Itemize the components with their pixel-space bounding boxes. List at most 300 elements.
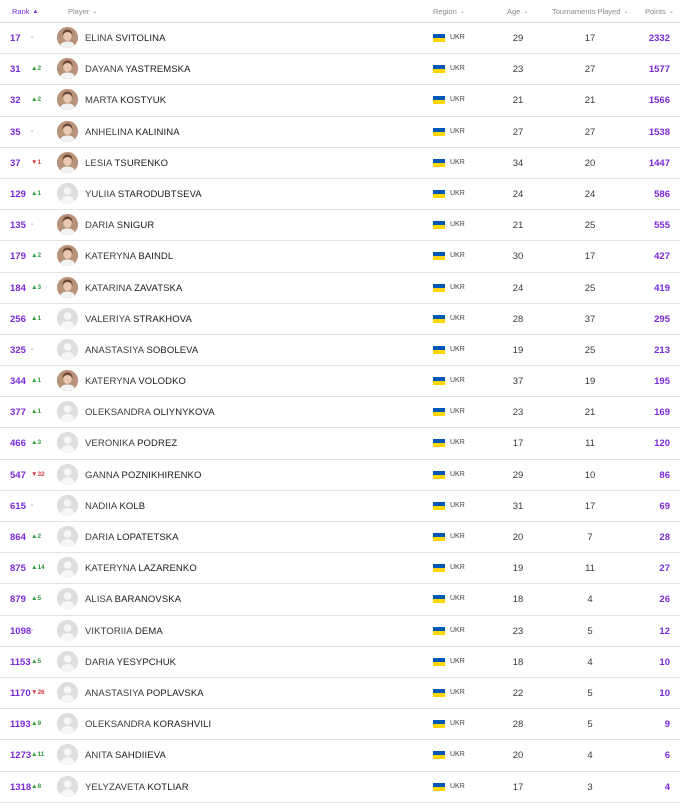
age-value: 20 — [512, 750, 524, 762]
player-photo — [57, 27, 78, 48]
region-code: UKR — [450, 564, 465, 572]
player-first-name: OLEKSANDRA — [85, 407, 151, 419]
flag-ukraine-icon — [433, 128, 445, 136]
points-value: 4 — [664, 781, 670, 793]
rank-value: 256 — [10, 313, 26, 325]
rank-value: 344 — [10, 376, 26, 388]
player-last-name: LAZARENKO — [138, 563, 197, 575]
table-row[interactable] — [0, 273, 680, 304]
rank-value: 864 — [10, 532, 26, 543]
rank-value: 1318 — [10, 781, 32, 793]
tournaments-played-value: 7 — [587, 532, 593, 543]
player-first-name: YELYZAVETA — [85, 781, 145, 793]
age-value: 23 — [512, 407, 524, 419]
table-header — [0, 0, 680, 23]
region-code: UKR — [450, 127, 465, 135]
player-name[interactable] — [85, 563, 197, 574]
table-row[interactable] — [0, 522, 680, 553]
rank-movement — [31, 128, 33, 135]
points-value: 213 — [654, 344, 670, 356]
player-last-name: SOBOLEVA — [146, 344, 199, 356]
player-last-name: KORASHVILI — [153, 719, 212, 731]
player-first-name: ELINA — [85, 33, 113, 44]
table-row[interactable] — [0, 460, 680, 491]
age-value: 20 — [512, 532, 524, 543]
region-code: UKR — [450, 470, 465, 478]
player-first-name: MARTA — [85, 95, 118, 107]
table-row[interactable] — [0, 709, 680, 740]
age-value: 28 — [512, 313, 524, 325]
rank-movement-value: 9 — [37, 720, 42, 728]
tournaments-played-value: 4 — [587, 594, 593, 606]
tournaments-played-value: 11 — [585, 438, 595, 450]
player-name[interactable] — [85, 95, 166, 106]
rank-movement-value: 11 — [37, 751, 45, 759]
player-name[interactable] — [85, 438, 177, 449]
table-row[interactable] — [0, 647, 680, 678]
player-first-name: KATERYNA — [85, 251, 136, 263]
points-value: 6 — [664, 750, 670, 762]
region-code: UKR — [450, 720, 465, 728]
tournaments-played-value: 21 — [584, 95, 596, 107]
rank-value: 615 — [10, 500, 26, 512]
chevron-down-icon: ⌄ — [623, 9, 629, 15]
table-row[interactable] — [0, 241, 680, 272]
player-last-name: OLIYNYKOVA — [153, 407, 215, 419]
rank-movement-value: 3 — [37, 439, 42, 447]
age-value: 19 — [512, 344, 524, 356]
player-last-name: DEMA — [134, 625, 163, 637]
rank-movement — [31, 252, 41, 259]
flag-ukraine-icon — [433, 65, 445, 73]
flag-ukraine-icon — [433, 408, 445, 416]
rank-movement — [31, 751, 44, 758]
rank-movement — [31, 159, 41, 166]
rank-value: 32 — [10, 95, 21, 107]
table-row[interactable] — [0, 553, 680, 584]
rank-movement-value: 2 — [37, 96, 42, 104]
age-value: 31 — [512, 500, 524, 512]
rank-value: 547 — [10, 469, 26, 481]
player-first-name: LESIA — [85, 157, 112, 169]
player-last-name: POZNIKHIRENKO — [121, 469, 202, 481]
table-row[interactable] — [0, 584, 680, 615]
rank-movement — [31, 502, 33, 509]
avatar-placeholder-icon — [57, 308, 78, 329]
player-photo — [57, 277, 78, 298]
rank-value: 1193 — [10, 719, 31, 731]
player-header-label: Player — [68, 7, 90, 16]
player-name[interactable] — [85, 345, 198, 356]
rank-value: 37 — [10, 157, 21, 169]
player-photo — [57, 152, 78, 173]
rank-movement — [31, 377, 41, 384]
region-code: UKR — [450, 377, 465, 385]
points-value: 195 — [654, 376, 670, 388]
chevron-down-icon: ⌄ — [459, 9, 465, 15]
rank-movement-value: 2 — [37, 65, 42, 73]
player-last-name: VOLODKO — [138, 376, 187, 388]
rank-movement — [31, 284, 41, 291]
points-value: 86 — [659, 469, 670, 481]
avatar-placeholder-icon — [57, 401, 78, 422]
points-value: 427 — [654, 251, 670, 263]
player-name[interactable] — [85, 407, 215, 418]
region-code: UKR — [450, 501, 465, 509]
arrow-up-icon: ▲ — [31, 751, 38, 759]
rank-movement — [31, 190, 41, 197]
flag-ukraine-icon — [433, 751, 445, 759]
points-value: 26 — [659, 594, 670, 606]
age-value: 17 — [512, 438, 524, 450]
player-name[interactable] — [85, 470, 201, 481]
region-code: UKR — [450, 439, 465, 447]
points-value: 419 — [654, 282, 670, 294]
player-name[interactable] — [85, 626, 163, 637]
avatar-placeholder-icon — [57, 588, 78, 609]
region-header-label: Region — [433, 7, 457, 16]
rank-movement — [31, 34, 33, 41]
region-code: UKR — [450, 626, 465, 634]
player-last-name: PODREZ — [137, 438, 178, 450]
flag-ukraine-icon — [433, 284, 445, 292]
rank-movement — [31, 564, 45, 571]
points-value: 12 — [659, 625, 670, 637]
player-last-name: SVITOLINA — [115, 33, 166, 44]
rank-value: 377 — [10, 407, 26, 419]
region-code: UKR — [450, 314, 465, 322]
table-row[interactable] — [0, 366, 680, 397]
table-row[interactable] — [0, 179, 680, 210]
rank-movement — [31, 627, 33, 634]
age-value: 18 — [512, 594, 524, 606]
tournaments-played-value: 11 — [585, 563, 595, 575]
region-code: UKR — [450, 158, 465, 166]
points-value: 10 — [659, 687, 670, 699]
arrow-up-icon: ▲ — [31, 657, 38, 665]
player-name[interactable] — [85, 782, 189, 793]
player-name[interactable] — [85, 376, 186, 387]
flag-ukraine-icon — [433, 190, 445, 198]
player-name[interactable] — [85, 189, 202, 200]
region-code: UKR — [450, 34, 465, 41]
region-code: UKR — [450, 688, 465, 696]
region-code: UKR — [450, 782, 465, 790]
points-value: 1447 — [648, 157, 670, 169]
points-value: 555 — [654, 220, 670, 232]
points-value: 120 — [654, 438, 670, 450]
avatar-placeholder-icon — [57, 495, 78, 516]
flag-ukraine-icon — [433, 564, 445, 572]
table-row[interactable] — [0, 772, 680, 803]
player-photo — [57, 89, 78, 110]
arrow-up-icon: ▲ — [31, 595, 38, 603]
sort-region-header[interactable] — [433, 7, 465, 16]
player-first-name: KATERYNA — [85, 376, 136, 388]
region-code: UKR — [450, 345, 465, 353]
avatar-placeholder-icon — [57, 432, 78, 453]
player-name[interactable] — [85, 501, 145, 512]
rank-value: 879 — [10, 594, 26, 606]
table-row[interactable] — [0, 678, 680, 709]
tournaments-played-value: 27 — [584, 64, 596, 76]
player-last-name: STARODUBTSEVA — [117, 188, 202, 200]
table-row[interactable] — [0, 210, 680, 241]
tournaments-played-value: 5 — [587, 625, 593, 637]
points-value: 169 — [654, 407, 670, 419]
rank-value: 875 — [10, 563, 26, 575]
tournaments-played-value: 3 — [587, 781, 593, 793]
tournaments-played-value: 25 — [584, 344, 596, 356]
rank-movement — [31, 65, 41, 72]
rank-header-label: Rank — [12, 7, 30, 16]
arrow-down-icon: ▼ — [31, 688, 38, 696]
player-name[interactable] — [85, 127, 180, 138]
rank-value: 129 — [10, 188, 26, 200]
flag-ukraine-icon — [433, 221, 445, 229]
table-row[interactable] — [0, 117, 680, 148]
sort-player-header[interactable] — [68, 7, 97, 16]
age-value: 18 — [512, 656, 524, 668]
player-last-name: KOSTYUK — [120, 95, 167, 107]
player-name[interactable] — [85, 532, 179, 543]
player-first-name: YULIIA — [85, 188, 116, 200]
player-last-name: KALININA — [135, 126, 180, 138]
chevron-down-icon: ⌄ — [668, 9, 674, 15]
player-first-name: ANITA — [85, 750, 113, 762]
age-value: 30 — [512, 251, 524, 263]
tournaments-played-value: 5 — [587, 687, 593, 699]
rank-value: 135 — [10, 220, 26, 232]
rank-value: 31 — [10, 64, 21, 76]
rank-value: 1170 — [10, 687, 31, 699]
player-name[interactable] — [85, 64, 191, 75]
flag-ukraine-icon — [433, 689, 445, 697]
flag-ukraine-icon — [433, 471, 445, 479]
table-row[interactable] — [0, 428, 680, 459]
flag-ukraine-icon — [433, 252, 445, 260]
player-last-name: STRAKHOVA — [133, 313, 192, 325]
tournaments-played-value: 17 — [584, 251, 596, 263]
avatar-placeholder-icon — [57, 526, 78, 547]
player-last-name: LOPATETSKA — [116, 532, 179, 543]
region-code: UKR — [450, 533, 465, 540]
age-value: 28 — [512, 719, 524, 731]
rank-value: 35 — [10, 126, 21, 138]
player-name[interactable] — [85, 283, 182, 294]
arrow-up-icon: ▲ — [31, 314, 38, 322]
age-value: 23 — [512, 64, 524, 76]
flag-ukraine-icon — [433, 377, 445, 385]
points-value: 27 — [659, 563, 670, 575]
player-first-name: DARIA — [85, 656, 115, 668]
tournaments-played-value: 17 — [584, 500, 596, 512]
points-value: 1577 — [648, 64, 670, 76]
player-last-name: YASTREMSKA — [125, 64, 191, 76]
player-last-name: KOTLIAR — [147, 781, 189, 793]
sort-age-header[interactable] — [507, 7, 528, 16]
age-value: 27 — [512, 126, 524, 138]
tournaments-played-value: 24 — [584, 188, 596, 200]
player-name[interactable] — [85, 594, 181, 605]
player-first-name: VALERIYA — [85, 313, 131, 325]
player-photo — [57, 58, 78, 79]
flag-ukraine-icon — [433, 658, 445, 666]
rank-movement — [31, 658, 41, 665]
region-code: UKR — [450, 283, 465, 291]
player-first-name: NADIIA — [85, 500, 117, 512]
player-photo — [57, 121, 78, 142]
age-value: 22 — [512, 687, 524, 699]
region-code: UKR — [450, 189, 465, 197]
rank-movement-value: - — [31, 501, 34, 509]
rank-movement-value: 5 — [37, 657, 42, 665]
rank-value: 1153 — [10, 656, 31, 668]
sort-points-header[interactable] — [645, 7, 674, 16]
points-value: 1538 — [648, 126, 670, 138]
rank-movement-value: 1 — [37, 377, 42, 385]
player-name[interactable] — [85, 719, 211, 730]
rank-movement-value: 1 — [37, 408, 42, 416]
arrow-up-icon: ▲ — [31, 408, 38, 416]
rank-movement-value: 1 — [37, 158, 42, 166]
player-first-name: ANASTASIYA — [85, 687, 144, 699]
tournaments-played-value: 37 — [584, 313, 596, 325]
rank-movement-value: 26 — [37, 688, 45, 696]
player-photo — [57, 370, 78, 391]
rank-movement — [31, 408, 41, 415]
region-code: UKR — [450, 221, 465, 229]
player-name[interactable] — [85, 251, 173, 262]
sort-up-icon: ▲ — [32, 9, 39, 15]
region-code: UKR — [450, 595, 465, 603]
rank-movement — [31, 315, 41, 322]
rank-movement-value: - — [31, 626, 34, 634]
player-name[interactable] — [85, 220, 154, 231]
rank-movement-value: - — [31, 127, 34, 135]
rank-movement-value: 2 — [37, 533, 42, 540]
player-name[interactable] — [85, 158, 168, 169]
rank-value: 184 — [10, 282, 26, 294]
points-value: 2332 — [648, 33, 670, 44]
sort-rank-header[interactable] — [12, 7, 38, 16]
arrow-up-icon: ▲ — [31, 252, 38, 260]
player-first-name: DARIA — [85, 532, 115, 543]
tournaments-played-value: 5 — [587, 719, 593, 731]
table-row[interactable] — [0, 616, 680, 647]
player-name[interactable] — [85, 657, 176, 668]
table-row[interactable] — [0, 148, 680, 179]
flag-ukraine-icon — [433, 315, 445, 323]
rank-movement-value: 8 — [37, 782, 42, 790]
region-code: UKR — [450, 657, 465, 665]
tournaments-header-label: Tournaments Played — [552, 7, 621, 16]
tournaments-played-value: 17 — [584, 33, 596, 44]
avatar-placeholder-icon — [57, 183, 78, 204]
player-last-name: BARANOVSKA — [114, 594, 182, 606]
points-value: 295 — [654, 313, 670, 325]
table-row[interactable] — [0, 335, 680, 366]
flag-ukraine-icon — [433, 502, 445, 510]
rank-movement-value: - — [31, 34, 34, 41]
player-first-name: DARIA — [85, 220, 115, 232]
arrow-up-icon: ▲ — [31, 283, 38, 291]
avatar-placeholder-icon — [57, 682, 78, 703]
tournaments-played-value: 21 — [584, 407, 596, 419]
tournaments-played-value: 20 — [584, 157, 596, 169]
flag-ukraine-icon — [433, 346, 445, 354]
table-row[interactable] — [0, 491, 680, 522]
arrow-down-icon: ▼ — [31, 158, 38, 166]
table-row[interactable] — [0, 397, 680, 428]
rank-value: 1273 — [10, 750, 32, 762]
rank-movement — [31, 96, 41, 103]
table-row[interactable] — [0, 54, 680, 85]
rank-movement — [31, 221, 33, 228]
age-value: 23 — [512, 625, 524, 637]
rank-movement-value: 5 — [37, 595, 42, 603]
rank-movement — [31, 689, 45, 696]
flag-ukraine-icon — [433, 595, 445, 603]
rank-value: 1098 — [10, 625, 32, 637]
points-value: 586 — [654, 188, 670, 200]
rank-movement — [31, 439, 41, 446]
table-row[interactable] — [0, 740, 680, 771]
points-value: 9 — [664, 719, 670, 731]
region-code: UKR — [450, 751, 465, 759]
region-code: UKR — [450, 96, 465, 104]
rank-value: 17 — [10, 33, 21, 44]
tournaments-played-value: 19 — [584, 376, 596, 388]
rank-movement-value: - — [31, 221, 34, 229]
tournaments-played-value: 4 — [587, 656, 593, 668]
region-code: UKR — [450, 408, 465, 416]
rank-movement-value: 14 — [37, 564, 45, 572]
player-first-name: ANASTASIYA — [85, 344, 144, 356]
arrow-up-icon: ▲ — [31, 720, 38, 728]
rank-movement — [31, 346, 33, 353]
player-name[interactable] — [85, 750, 166, 761]
table-row[interactable] — [0, 304, 680, 335]
player-name[interactable] — [85, 688, 204, 699]
age-header-label: Age — [507, 7, 521, 16]
chevron-down-icon: ⌄ — [523, 9, 529, 15]
player-first-name: KATARINA — [85, 282, 132, 294]
player-photo — [57, 245, 78, 266]
sort-tournaments-header[interactable] — [552, 7, 628, 16]
arrow-up-icon: ▲ — [31, 65, 38, 73]
player-last-name: ZAVATSKA — [134, 282, 183, 294]
tournaments-played-value: 25 — [584, 220, 596, 232]
rank-value: 466 — [10, 438, 26, 450]
player-last-name: SAHDIIEVA — [115, 750, 166, 762]
table-row[interactable] — [0, 85, 680, 116]
arrow-up-icon: ▲ — [31, 533, 38, 540]
arrow-up-icon: ▲ — [31, 189, 38, 197]
table-row[interactable] — [0, 23, 680, 54]
player-last-name: TSURENKO — [114, 157, 169, 169]
rank-value: 179 — [10, 251, 26, 263]
age-value: 34 — [512, 157, 524, 169]
flag-ukraine-icon — [433, 34, 445, 42]
player-name[interactable] — [85, 314, 192, 325]
table-body — [0, 23, 680, 803]
age-value: 29 — [512, 469, 524, 481]
avatar-placeholder-icon — [57, 713, 78, 734]
player-first-name: KATERYNA — [85, 563, 136, 575]
player-name[interactable] — [85, 33, 166, 44]
rank-movement-value: 2 — [37, 252, 42, 260]
